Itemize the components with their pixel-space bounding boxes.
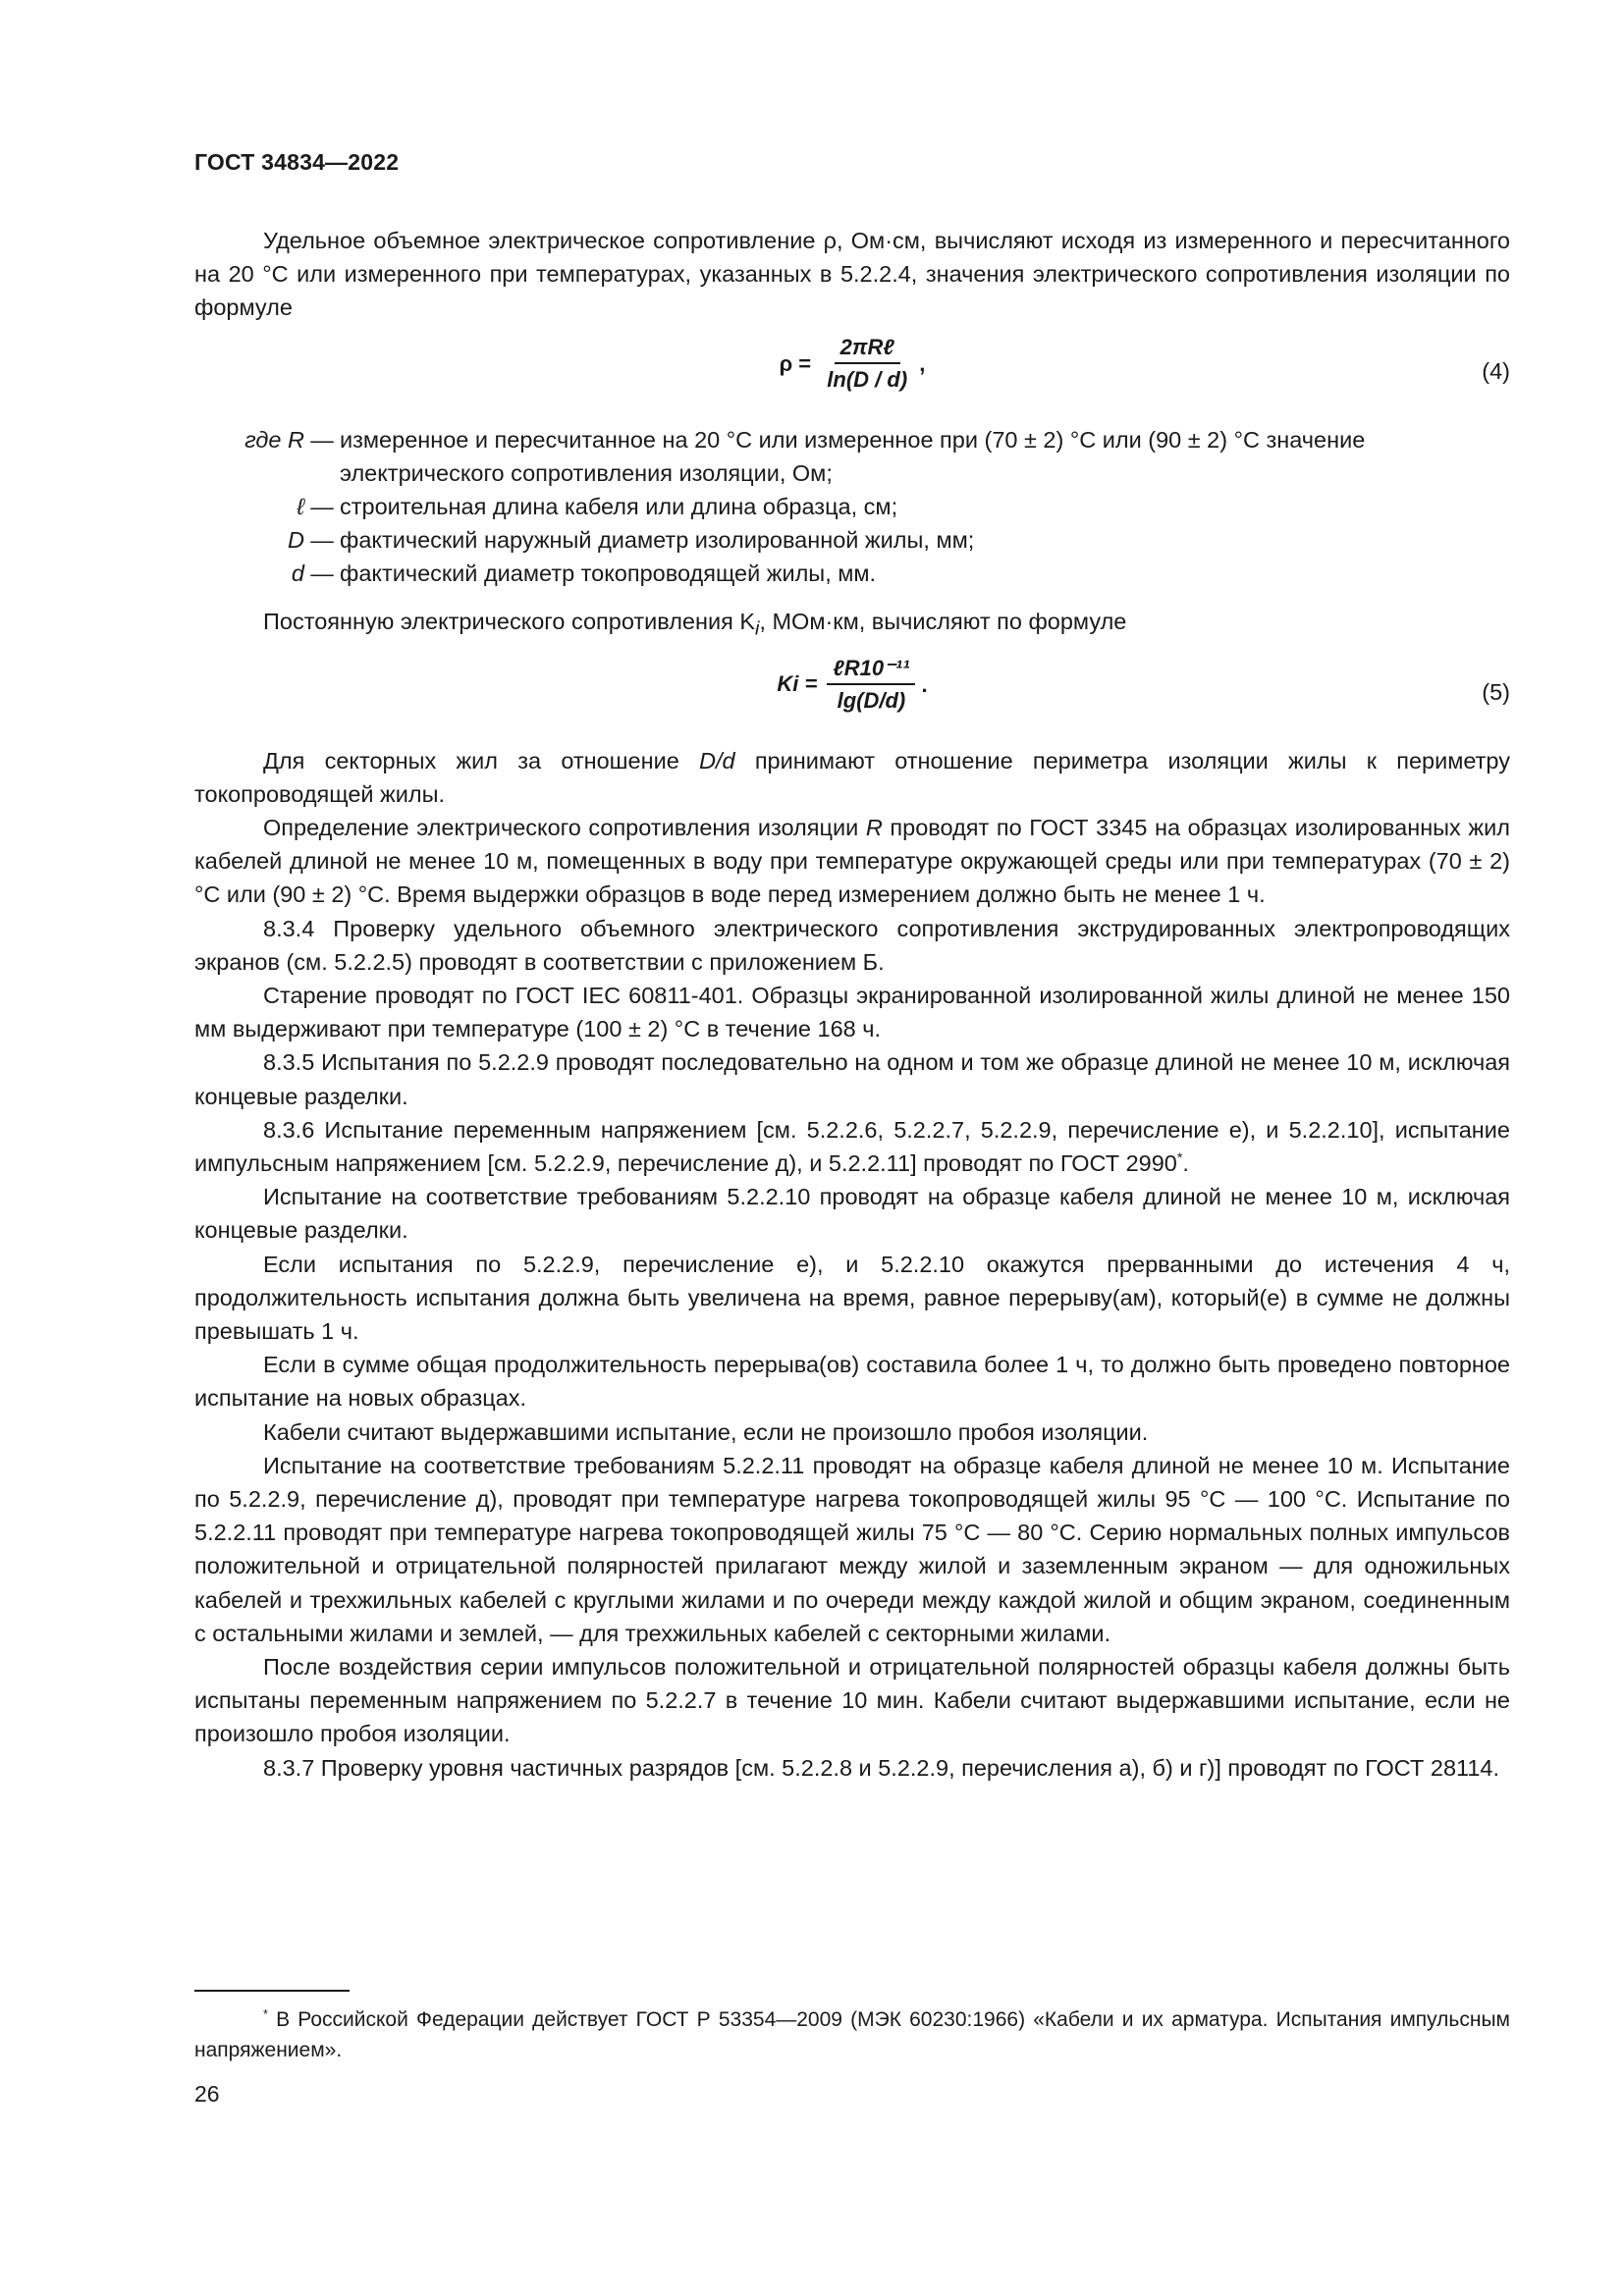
formula-5-tail: . xyxy=(921,671,928,697)
paragraph-8-3-6: 8.3.6 Испытание переменным напряжением [см. 5.2.2.6, 5.2.2.7, 5.2.2.9, перечисление е), и 5.2.2.10], испытание импульсным напряжением [см. 5.2.2.9, перечисление д), и 5.2.2.11] проводят по ГОСТ 2990*. xyxy=(194,1116,1510,1176)
where-item xyxy=(194,490,1510,523)
paragraph-8-3-5: 8.3.5 Испытания по 5.2.2.9 проводят последовательно на одном и том же образце длиной не менее 10 м, исключая концевые разделки. xyxy=(194,1049,1510,1109)
where-item xyxy=(194,423,1510,490)
formula-4-numerator: 2πRℓ xyxy=(835,333,900,364)
paragraph-interruptions: Если испытания по 5.2.2.9, перечисление е), и 5.2.2.10 окажутся прерванными до истечения 4 ч, продолжительность испытания должна быть увеличена на время, равное перерыву(ам), который(е) в сумме не должны превышать 1 ч. xyxy=(194,1251,1510,1344)
where-dash: — xyxy=(310,494,334,520)
where-symbol: d xyxy=(291,561,304,587)
formula-5 xyxy=(194,654,1510,734)
where-item xyxy=(194,523,1510,557)
footnote-separator xyxy=(194,1990,350,1992)
where-description: фактический диаметр токопроводящей жилы, мм. xyxy=(340,561,877,587)
document-body xyxy=(194,224,1510,1785)
where-symbol: ℓ xyxy=(297,494,304,520)
paragraph-pass-criterion: Кабели считают выдержавшими испытание, если не произошло пробоя изоляции. xyxy=(263,1418,1149,1445)
paragraph-test-5-2-2-11: Испытание на соответствие требованиям 5.2.2.11 проводят на образце кабеля длиной не менее 10 м. Испытание по 5.2.2.9, перечисление д), проводят при температуре нагрева токопроводящей жилы 95 °С — 100 °С. Испытание по 5.2.2.11 проводят при температуре нагрева токопроводящей жилы 75 °С — 80 °С. Серию нормальных полных импульсов положительной и отрицательной полярностей прилагают между жилой и заземленным экраном — для одножильных кабелей и трехжильных кабелей с круглыми жилами и по очереди между каждой жилой и общим экраном, соединенным с остальными жилами и землей, — для трехжильных кабелей с секторными жилами. xyxy=(194,1452,1510,1646)
document-header: ГОСТ 34834—2022 xyxy=(194,149,400,175)
paragraph-repeat-test: Если в сумме общая продолжительность перерыва(ов) составила более 1 ч, то должно быть проведено повторное испытание на новых образцах. xyxy=(194,1352,1510,1412)
where-description: измеренное и пересчитанное на 20 °С или измеренное при (70 ± 2) °С или (90 ± 2) °С значение электрического сопротивления изоляции, Ом; xyxy=(340,426,1366,486)
where-symbol: D xyxy=(288,527,304,554)
footnote: * В Российской Федерации действует ГОСТ Р 53354—2009 (МЭК 60230:1966) «Кабели и их арматура. Испытания импульсным напряжением». xyxy=(194,2007,1510,2061)
footnote-mark: * xyxy=(263,2007,268,2021)
page-number: 26 xyxy=(194,2081,220,2107)
paragraph-after-impulses: После воздействия серии импульсов положительной и отрицательной полярностей образцы кабеля должны быть испытаны переменным напряжением по 5.2.2.7 в течение 10 мин. Кабели считают выдержавшими испытание, если не произошло пробоя изоляции. xyxy=(194,1654,1510,1747)
footnote-reference: * xyxy=(1176,1149,1183,1166)
where-dash: — xyxy=(310,426,334,453)
formula-5-denominator: lg(D/d) xyxy=(837,687,906,713)
paragraph-sector-cores: Для секторных жил за отношение D/d принимают отношение периметра изоляции жилы к периметру токопроводящей жилы. xyxy=(194,747,1510,807)
paragraph-8-3-7: 8.3.7 Проверку уровня частичных разрядов [см. 5.2.2.8 и 5.2.2.9, перечисления а), б) и г)] проводят по ГОСТ 28114. xyxy=(263,1754,1500,1781)
formula-5-numerator: ℓR10⁻¹¹ xyxy=(827,654,915,685)
formula-4 xyxy=(194,333,1510,413)
formula-4-lhs: ρ = xyxy=(779,350,812,376)
formula-5-number: (5) xyxy=(1482,678,1510,705)
paragraph-test-5-2-2-10: Испытание на соответствие требованиям 5.2.2.10 проводят на образце кабеля длиной не менее 10 м, исключая концевые разделки. xyxy=(194,1184,1510,1244)
where-list xyxy=(194,423,1510,591)
formula-5-lhs: Ki = xyxy=(777,671,818,697)
where-symbol: где R xyxy=(244,426,304,453)
paragraph-aging: Старение проводят по ГОСТ IEC 60811-401. Образцы экранированной изолированной жилы длиной не менее 150 мм выдерживают при температуре (100 ± 2) °С в течение 168 ч. xyxy=(194,982,1510,1042)
paragraph-constant-intro: Постоянную электрического сопротивления $K_i$, МОм·км, вычисляют по формуле xyxy=(263,608,1127,640)
paragraph-8-3-4: 8.3.4 Проверку удельного объемного электрического сопротивления экструдированных электропроводящих экранов (см. 5.2.2.5) проводят в соответствии с приложением Б. xyxy=(194,915,1510,975)
where-description: фактический наружный диаметр изолированной жилы, мм; xyxy=(340,527,975,554)
formula-4-number: (4) xyxy=(1482,357,1510,384)
where-description: строительная длина кабеля или длина образца, см; xyxy=(340,494,898,520)
formula-4-denominator: ln(D / d) xyxy=(827,366,908,392)
paragraph-resistivity-intro: Удельное объемное электрическое сопротивление ρ, Ом·см, вычисляют исходя из измеренного и пересчитанного на 20 °С или измеренного при температурах, указанных в 5.2.2.4, значения электрического сопротивления изоляции по формуле xyxy=(194,228,1510,321)
formula-4-tail: , xyxy=(919,350,926,376)
where-item xyxy=(194,557,1510,590)
paragraph-insulation-resistance: Определение электрического сопротивления изоляции R проводят по ГОСТ 3345 на образцах изолированных жил кабелей длиной не менее 10 м, помещенных в воду при температуре окружающей среды или при температурах (70 ± 2) °С или (90 ± 2) °С. Время выдержки образцов в воде перед измерением должно быть не менее 1 ч. xyxy=(194,814,1510,908)
where-dash: — xyxy=(310,527,334,554)
where-dash: — xyxy=(310,561,334,587)
